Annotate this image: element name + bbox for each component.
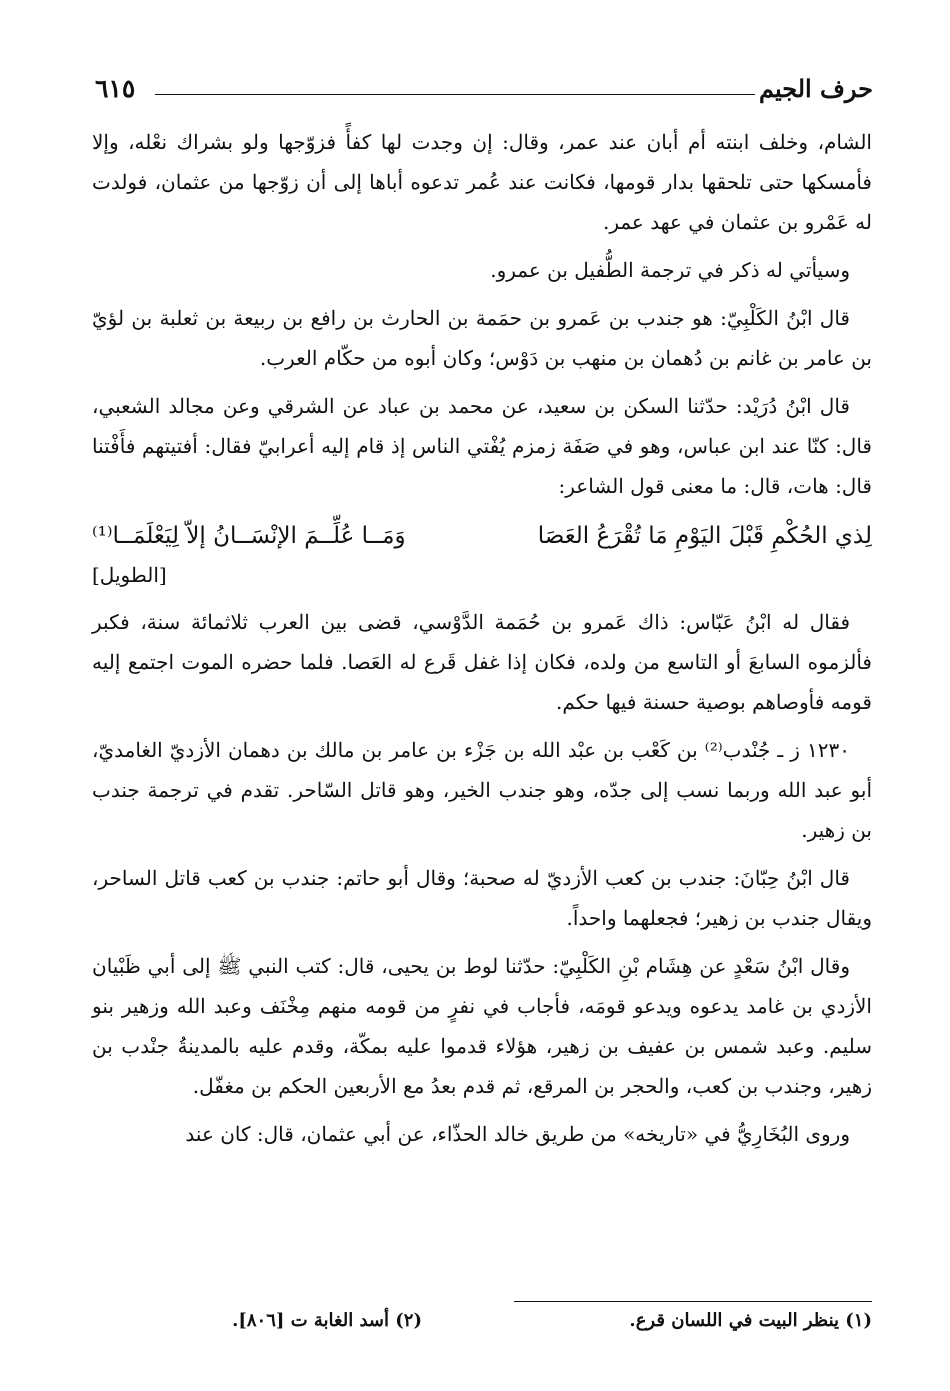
chapter-title: حرف الجيم <box>759 74 873 103</box>
paragraph: وقال ابْنُ سَعْدٍ عن هِشَام بْنِ الكَلْبِيّ: حدّثنا لوط بن يحيى، قال: كتب النبي ﷺ إلى أبي ظَبْيان الأزدي بن غامد يدعوه ويدعو قومَه، فأجاب في نفرٍ من قومه منهم مِخْنَف وعبد الله وزهير بنو سليم. وعبد شمس بن عفيف بن زهير، هؤلاء قدموا عليه بمكّة، وقدم عليه بالمدينةُ جنْدب بن زهير، وجندب بن كعب، والحجر بن المرقع، ثم قدم بعدُ مع الأربعين الحكم بن مغفّل. <box>92 954 872 1098</box>
page-number: ٦١٥ <box>95 74 136 103</box>
main-text <box>92 122 872 1162</box>
paragraph: وسيأتي له ذكر في ترجمة الطُّفيل بن عمرو. <box>490 258 850 282</box>
paragraph: قال ابْنُ حِبّانَ: جندب بن كعب الأزديّ له صحبة؛ وقال أبو حاتم: جندب بن كعب قاتل الساحر، ويقال جندب بن زهير؛ فجعلهما واحداً. <box>92 866 872 930</box>
footnote-rule <box>514 1301 872 1302</box>
page-header <box>95 74 873 108</box>
paragraph: الشام، وخلف ابنته أم أبان عند عمر، وقال: إن وجدت لها كفأً فزوّجها ولو بشراك نعْله، وإلا فأمسكها حتى تلحقها بدار قومها، فكانت عند عُمر تدعوه أباها إلى أن زوّجها من عثمان، فولدت له عَمْرو بن عثمان في عهد عمر. <box>92 130 872 234</box>
paragraph: قال ابْنُ دُرَيْد: حدّثنا السكن بن سعيد، عن محمد بن عباد عن الشرقي وعن مجالد الشعبي، قال: كنّا عند ابن عباس، وهو في صَفَة زمزم يُفْتي الناس إذ قام إليه أعرابيّ فقال: أفتيتهم فأَفْتنا قال: هات، قال: ما معنى قول الشاعر: <box>92 394 872 498</box>
footnote-1: (١) ينظر البيت في اللسان قرع. <box>629 1310 872 1331</box>
poem-hemistich-2: وَمَــا عُلِّــمَ الإنْسَــانُ إلاّ لِيَعْلَمَــا⁽¹⁾ <box>92 523 406 549</box>
poem-verse <box>92 514 872 558</box>
poem-meter: [الطويل] <box>92 563 167 587</box>
paragraph: وروى البُخَارِيُّ في «تاريخه» من طريق خالد الحذّاء، عن أبي عثمان، قال: كان عند <box>185 1122 850 1146</box>
poem-hemistich-1: لِذي الحُكْمِ قَبْلَ اليَوْمِ مَا تُقْرَعُ العَصَا <box>537 523 872 549</box>
paragraph: قال ابْنُ الكَلْبِيّ: هو جندب بن عَمرو بن حمَمة بن الحارث بن رافع بن ربيعة بن ثعلبة بن لؤيّ بن عامر بن غانم بن دُهمان بن منهب بن دَوْس؛ وكان أبوه من حكّام العرب. <box>92 306 872 370</box>
entry-paragraph: ١٢٣٠ ز ـ جُنْدب⁽²⁾ بن كَعْب بن عبْد الله بن جَزْء بن عامر بن مالك بن دهمان الأزديّ الغامديّ، أبو عبد الله وربما نسب إلى جدّه، وهو جندب الخير، وهو قاتل السّاحر. تقدم في ترجمة جندب بن زهير. <box>92 738 872 842</box>
footnotes <box>92 1310 872 1342</box>
paragraph: فقال له ابْنُ عَبّاس: ذاك عَمرو بن حُمَمة الدَّوْسي، قضى بين العرب ثلاثمائة سنة، فكبر فألزموه السابعَ أو التاسع من ولده، فكان إذا غفل قَرع له العَصا. فلما حضره الموت اجتمع إليه قومه فأوصاهم بوصية حسنة فيها حكم. <box>92 610 872 714</box>
footnote-2: (٢) أسد الغابة ت [٨٠٦]. <box>232 1310 422 1331</box>
header-rule <box>155 94 755 95</box>
